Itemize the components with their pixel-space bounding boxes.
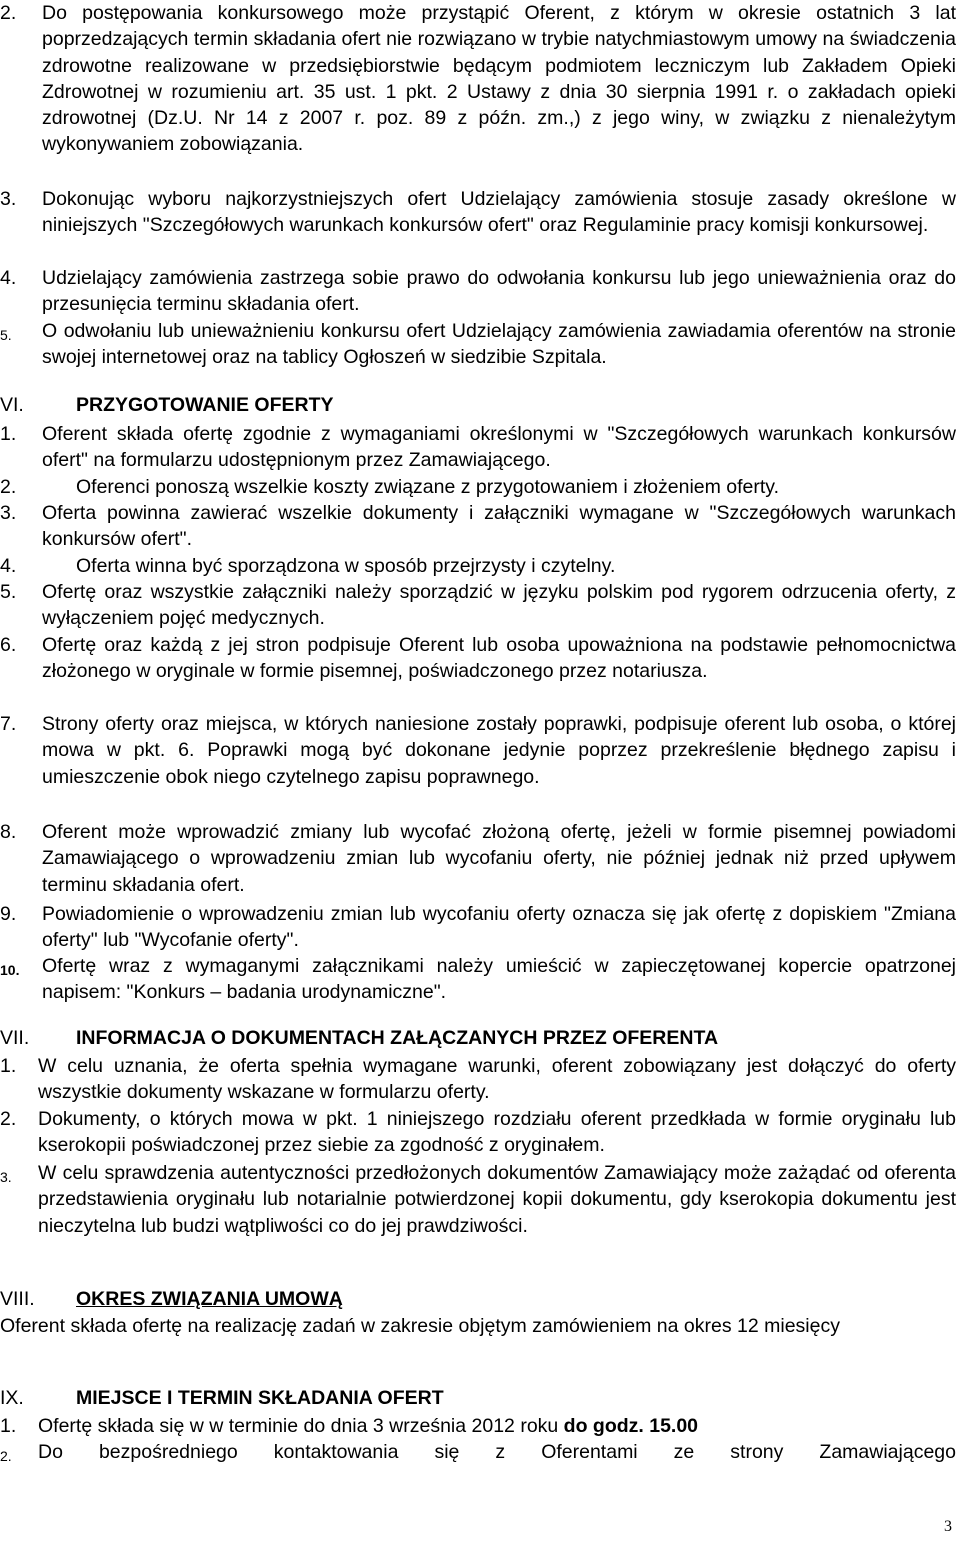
section-title: OKRES ZWIĄZANIA UMOWĄ	[76, 1288, 343, 1310]
item-number: 2.	[0, 476, 17, 498]
item-text: Ofertę oraz wszystkie załączniki należy sporządzić w języku polskim pod rygorem odrzucenia oferty, z wyłączeniem pojęć medycznych.	[42, 581, 956, 630]
item-number: 2.	[0, 2, 17, 24]
section-number: IX.	[0, 1387, 24, 1409]
item-number: 4.	[0, 267, 17, 289]
item-number: 7.	[0, 713, 17, 735]
item-text: Udzielający zamówienia zastrzega sobie prawo do odwołania konkursu lub jego unieważnienia oraz do przesunięcia terminu składania ofert.	[42, 267, 956, 316]
item-text: Do bezpośredniego kontaktowania się z Oferentami ze strony Zamawiającego	[38, 1441, 956, 1463]
item-number: 2.	[0, 1448, 12, 1464]
item-text: Oferent może wprowadzić zmiany lub wycofać złożoną ofertę, jeżeli w formie pisemnej powiadomi Zamawiającego o wprowadzeniu zmian lub wycofaniu oferty, nie później jednak niż przed upływem terminu składania ofert.	[42, 821, 956, 896]
item-text-plain: Ofertę składa się w w terminie do dnia 3 września 2012 roku	[38, 1415, 564, 1437]
section-title: PRZYGOTOWANIE OFERTY	[76, 394, 334, 416]
item-text: Powiadomienie o wprowadzeniu zmian lub wycofaniu oferty oznacza się jak ofertę z dopiskiem "Zmiana oferty" lub "Wycofanie oferty".	[42, 903, 956, 952]
item-text: Ofertę wraz z wymaganymi załącznikami należy umieścić w zapieczętowanej kopercie opatrzonej napisem: "Konkurs – badania urodynamiczne".	[42, 955, 956, 1004]
item-number: 5.	[0, 581, 17, 603]
item-text: W celu sprawdzenia autentyczności przedłożonych dokumentów Zamawiający może zażądać od oferenta przedstawienia oryginału lub notarialnie potwierdzonej kopii dokumentu, gdy kserokopia dokumentu jest nieczytelna lub budzi wątpliwości co do jej prawdziwości.	[38, 1162, 956, 1237]
item-number: 6.	[0, 634, 17, 656]
item-number: 9.	[0, 903, 17, 925]
section-title: INFORMACJA O DOKUMENTACH ZAŁĄCZANYCH PRZEZ OFERENTA	[76, 1027, 719, 1049]
item-number: 4.	[0, 555, 17, 577]
item-number: 1.	[0, 1055, 17, 1077]
item-text: Ofertę oraz każdą z jej stron podpisuje Oferent lub osoba upoważniona na podstawie pełnomocnictwa złożonego w oryginale w formie pisemnej, poświadczonego przez notariusza.	[42, 634, 956, 683]
item-text: Oferta winna być sporządzona w sposób przejrzysty i czytelny.	[76, 555, 616, 577]
item-number: 5.	[0, 327, 12, 343]
item-text: W celu uznania, że oferta spełnia wymagane warunki, oferent zobowiązany jest dołączyć do oferty wszystkie dokumenty wskazane w formularzu oferty.	[38, 1055, 956, 1104]
item-text-bold: do godz. 15.00	[563, 1415, 699, 1437]
item-number: 1.	[0, 1415, 17, 1437]
item-text: Oferta powinna zawierać wszelkie dokumenty i załączniki wymagane w "Szczegółowych warunkach konkursów ofert".	[42, 502, 956, 551]
section-number: VI.	[0, 394, 24, 416]
paragraph-text: Oferent składa ofertę na realizację zadań w zakresie objętym zamówieniem na okres 12 miesięcy	[0, 1315, 840, 1337]
item-text: Oferenci ponoszą wszelkie koszty związane z przygotowaniem i złożeniem oferty.	[76, 476, 780, 498]
item-number: 10.	[0, 962, 20, 978]
item-text: Dokumenty, o których mowa w pkt. 1 niniejszego rozdziału oferent przedkłada w formie oryginału lub kserokopii poświadczonej przez siebie za zgodność z oryginałem.	[38, 1108, 956, 1157]
page-number: 3	[944, 1518, 952, 1535]
section-title: MIEJSCE I TERMIN SKŁADANIA OFERT	[76, 1387, 444, 1409]
item-number: 3.	[0, 188, 17, 210]
item-text: Oferent składa ofertę zgodnie z wymaganiami określonymi w "Szczegółowych warunkach konkursów ofert" na formularzu udostępnionym przez Zamawiającego.	[42, 423, 956, 472]
section-number: VIII.	[0, 1288, 35, 1310]
item-text: Dokonując wyboru najkorzystniejszych ofert Udzielający zamówienia stosuje zasady określone w niniejszych "Szczegółowych warunkach konkursów ofert" oraz Regulaminie pracy komisji konkursowej.	[42, 188, 956, 237]
item-number: 1.	[0, 423, 17, 445]
item-number: 8.	[0, 821, 17, 843]
item-number: 3.	[0, 1169, 12, 1185]
item-text: Do postępowania konkursowego może przystąpić Oferent, z którym w okresie ostatnich 3 lat poprzedzających termin składania ofert nie rozwiązano w trybie natychmiastowym umowy na świadczenia zdrowotne realizowane w przedsiębiorstwie będącym podmiotem leczniczym lub Zakładem Opieki Zdrowotnej w rozumieniu art. 35 ust. 1 pkt. 2 Ustawy z dnia 30 sierpnia 1991 r. o zakładach opieki zdrowotnej (Dz.U. Nr 14 z 2007 r. poz. 89 z późn. zm.,) z jego winy, w związku z nienależytym wykonywaniem zobowiązania.	[42, 2, 956, 156]
item-text: O odwołaniu lub unieważnieniu konkursu ofert Udzielający zamówienia zawiadamia oferentów na stronie swojej internetowej oraz na tablicy Ogłoszeń w siedzibie Szpitala.	[42, 320, 956, 369]
item-text: Strony oferty oraz miejsca, w których naniesione zostały poprawki, podpisuje oferent lub osoba, o której mowa w pkt. 6. Poprawki mogą być dokonane jedynie poprzez przekreślenie błędnego zapisu i umieszczenie obok niego czytelnego zapisu poprawnego.	[42, 713, 956, 788]
item-text	[38, 1413, 956, 1439]
section-number: VII.	[0, 1027, 30, 1049]
item-number: 2.	[0, 1108, 17, 1130]
item-number: 3.	[0, 502, 17, 524]
